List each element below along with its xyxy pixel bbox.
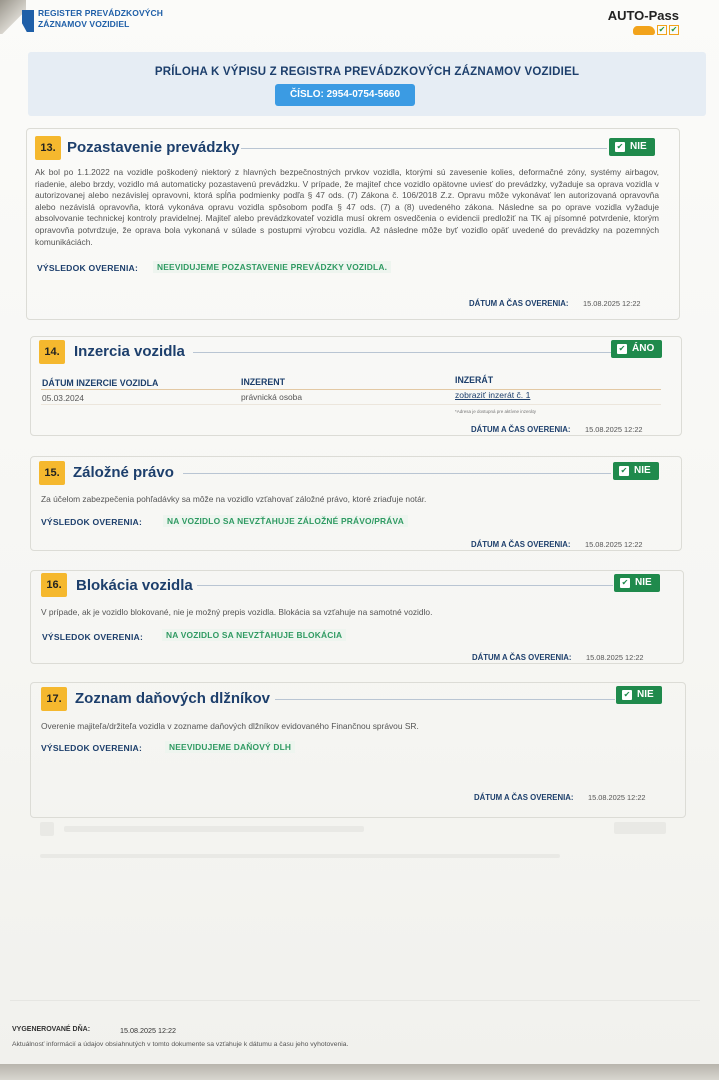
autopass-logo [608,8,679,35]
column-header-date: DÁTUM INZERCIE VOZIDLA [42,378,159,388]
result-label: VÝSLEDOK OVERENIA: [42,632,144,642]
result-value: NEEVIDUJEME DAŇOVÝ DLH [165,741,295,753]
registry-logo-line2: ZÁZNAMOV VOZIDIEL [38,19,130,29]
status-badge-label: NIE [634,465,651,476]
section-title: Pozastavenie prevádzky [67,139,240,156]
advertiser-cell: právnická osoba [241,392,302,402]
checkbox-icon: ✔ [623,690,631,699]
checkbox-icon: ✔ [616,142,624,151]
datetime-value: 15.08.2025 12:22 [583,299,641,308]
result-value: NEEVIDUJEME POZASTAVENIE PREVÁDZKY VOZIDLA. [153,261,391,273]
datetime-value: 15.08.2025 12:22 [585,540,643,549]
table-row-divider [41,404,661,405]
datetime-value: 15.08.2025 12:22 [585,425,643,434]
status-badge-label: NIE [630,141,647,152]
section-divider [197,585,613,586]
status-badge-label: ÁNO [632,343,655,354]
result-value: NA VOZIDLO SA NEVZŤAHUJE BLOKÁCIA [162,629,346,641]
status-badge [613,462,659,480]
datetime-value: 15.08.2025 12:22 [586,653,644,662]
result-label: VÝSLEDOK OVERENIA: [41,517,143,527]
result-label: VÝSLEDOK OVERENIA: [37,263,139,273]
section-title: Blokácia vozidla [76,577,193,594]
column-header-ad: INZERÁT [455,375,494,385]
datetime-label: DÁTUM A ČAS OVERENIA: [469,299,569,308]
datetime-value: 15.08.2025 12:22 [588,793,646,802]
show-through-shadow-3 [40,854,560,858]
registry-logo [22,8,163,32]
section-17-danovi-dlznici [30,682,686,818]
section-number: 13. [35,136,61,160]
table-header-divider [41,389,661,390]
status-badge [609,138,655,156]
datetime-label: DÁTUM A ČAS OVERENIA: [474,793,574,802]
section-16-blokacia [30,570,684,664]
datetime-label: DÁTUM A ČAS OVERENIA: [471,540,571,549]
status-badge-label: NIE [637,689,654,700]
show-through-shadow-4 [614,822,666,834]
generated-value: 15.08.2025 12:22 [120,1026,176,1035]
checkbox-icon-2: ✔ [670,25,678,34]
column-header-advertiser: INZERENT [241,377,285,387]
registry-logo-mark-icon [22,10,34,32]
section-divider [193,352,611,353]
checkbox-icon: ✔ [618,344,626,353]
status-badge [614,574,660,592]
section-title: Zoznam daňových dlžníkov [75,690,271,707]
ad-availability-note: *Adresa je dostupná pre aktívne inzeráty [455,409,537,414]
registry-logo-line1: REGISTER PREVÁDZKOVÝCH [38,8,163,18]
show-ad-link[interactable]: zobraziť inzerát č. 1 [455,390,531,400]
status-badge-label: NIE [635,577,652,588]
autopass-brand: AUTO-Pass [607,8,679,23]
show-through-shadow [40,822,54,836]
section-divider [183,473,611,474]
result-value: NA VOZIDLO SA NEVZŤAHUJE ZÁLOŽNÉ PRÁVO/PRÁVA [163,515,408,527]
report-banner [28,52,706,116]
section-number: 14. [39,340,65,364]
banner-title: PRÍLOHA K VÝPISU Z REGISTRA PREVÁDZKOVÝCH ZÁZNAMOV VOZIDIEL [154,66,580,78]
result-label: VÝSLEDOK OVERENIA: [41,743,143,753]
section-13-pozastavenie [26,128,680,320]
generated-label: VYGENEROVANÉ DŇA: [12,1026,91,1033]
status-badge [616,686,662,704]
section-15-zalozne-pravo [30,456,682,551]
datetime-label: DÁTUM A ČAS OVERENIA: [472,653,572,662]
show-through-shadow-2 [64,826,364,832]
section-number: 15. [39,461,65,485]
section-description: Ak bol po 1.1.2022 na vozidle poškodený niektorý z hlavných bezpečnostných prvkov vozidla, ktorými sú zavesenie kolies, deformačné zóny, systémy airbagov, riadenie, alebo brzdy, vozidlo má automaticky pozastavenú prevádzku. V prípade, že majiteľ chce vozidlo opätovne uviesť do prevádzky, vyžaduje sa oprava vozidla v autorizovanej alebo nezávislej opravovni, ktorá spĺňa podmienky podľa § 47 ods. (7) Zákona č. 106/2018 Z.z. Opravu môže vykonávať len autorizovaná opravovňa alebo nezávislá opravovňa, ktorá vykonáva opravu vozidla spôsobom podľa § 47 ods. (7) a (8) uvedeného zákona. Následne sa po oprave vozidla vyžaduje absolvovanie technickej kontroly pravidelnej. Majiteľ alebo prevádzkovateľ vozidla musí okrem osvedčenia o evidencii predložiť na TK aj písomné potvrdenie, ktorým opravovňa potvrdzuje, že oprava bola vykonaná v súlade s postupmi výrobcu vozidla. Až následne môže byť vozidlo opäť uvedené do prevádzky na pozemných komunikáciách. [35,167,659,247]
car-icon [633,26,655,35]
datetime-label: DÁTUM A ČAS OVERENIA: [471,425,571,434]
checkbox-icon: ✔ [621,578,629,587]
checkbox-icon: ✔ [620,466,628,475]
footer-divider [10,1000,700,1001]
section-divider [275,699,615,700]
section-number: 17. [41,687,67,711]
section-description: Overenie majiteľa/držiteľa vozidla v zozname daňových dlžníkov evidovaného Finančnou správou SR. [41,721,419,731]
ad-date-cell: 05.03.2024 [42,393,84,403]
section-title: Záložné právo [73,464,174,481]
section-title: Inzercia vozidla [74,343,185,360]
section-number: 16. [41,573,67,597]
section-divider [241,148,607,149]
footer-note: Aktuálnosť informácií a údajov obsiahnutých v tomto dokumente sa vzťahuje k dátumu a času jeho vyhotovenia. [12,1041,349,1048]
section-description: V prípade, ak je vozidlo blokované, nie je možný prepis vozidla. Blokácia sa vzťahuje na samotné vozidlo. [41,607,433,617]
report-number-badge: ČÍSLO: 2954-0754-5660 [275,84,415,106]
section-14-inzercia [30,336,682,436]
page-bottom-edge [0,1064,719,1080]
section-description: Za účelom zabezpečenia pohľadávky sa môže na vozidlo vzťahovať záložné právo, ktoré zriaďuje notár. [41,494,427,504]
checkbox-icon: ✔ [658,25,666,34]
status-badge [611,340,662,358]
